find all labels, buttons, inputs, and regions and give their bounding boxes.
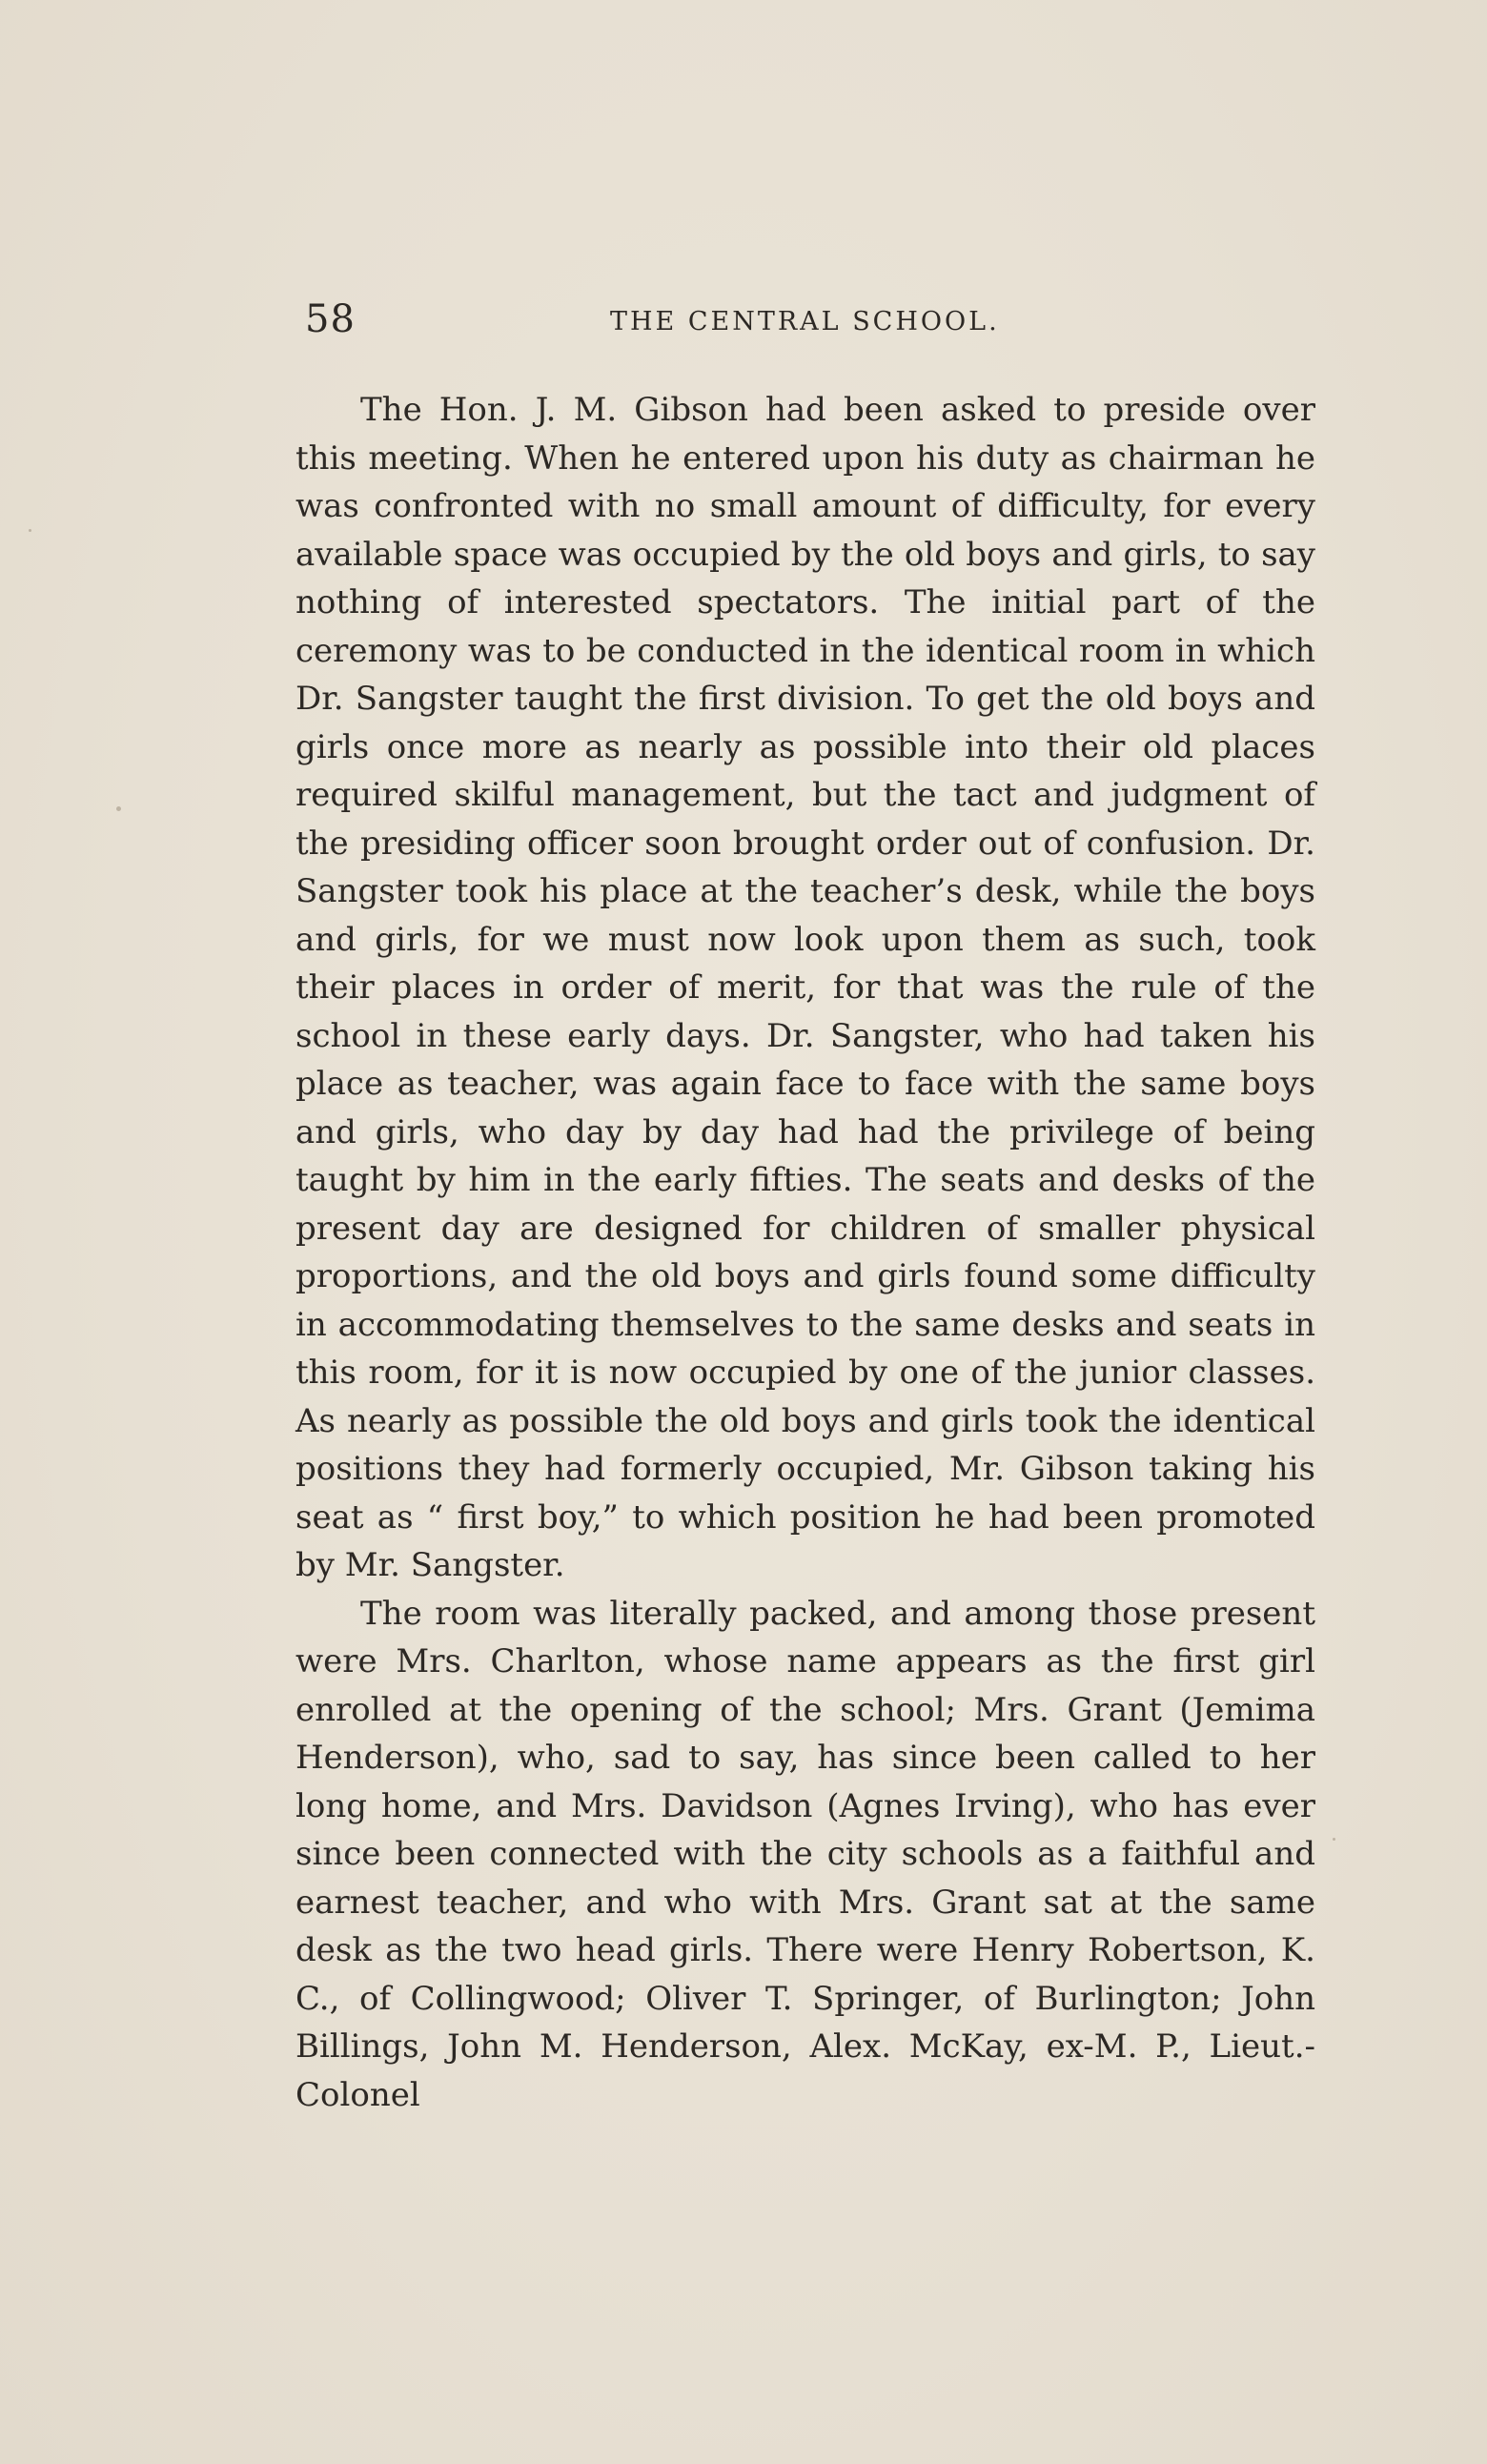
paper-speck [29, 529, 31, 532]
paper-speck [116, 806, 121, 811]
body-text [295, 386, 1315, 2119]
page-header [305, 297, 1315, 355]
paragraph: The room was literally packed, and among those present were Mrs. Charlton, whose name appears as the first girl enrolled at the opening of the school; Mrs. Grant (Jemima Henderson), who, sad to say, has since been called to her long home, and Mrs. Davidson (Agnes Irving), who has ever since been connected with the city schools as a faithful and earnest teacher, and who with Mrs. Grant sat at the same desk as the two head girls. There were Henry Robertson, K. C., of Collingwood; Oliver T. Springer, of Burlington; John Billings, John M. Henderson, Alex. McKay, ex-M. P., Lieut.-Colonel [295, 1594, 1315, 2114]
running-title: THE CENTRAL SCHOOL. [610, 307, 1000, 336]
page-number: 58 [305, 297, 356, 341]
paper-speck [1333, 1838, 1335, 1841]
paragraph: The Hon. J. M. Gibson had been asked to preside over this meeting. When he entered upon his duty as chairman he was confronted with no small amount of difficulty, for every available space was occupied by the old boys and girls, to say nothing of interested spectators. The initial part of the ceremony was to be conducted in the identical room in which Dr. Sangster taught the first division. To get the old boys and girls once more as nearly as possible into their old places required skilful management, but the tact and judgment of the presiding officer soon brought order out of confusion. Dr. Sangster took his place at the teacher’s desk, while the boys and girls, for we must now look upon them as such, took their places in order of merit, for that was the rule of the school in these early days. Dr. Sangster, who had taken his place as teacher, was again face to face with the same boys and girls, who day by day had had the privilege of being taught by him in the early fifties. The seats and desks of the present day are designed for children of smaller physical proportions, and the old boys and girls found some difficulty in accommodating themselves to the same desks and seats in this room, for it is now occupied by one of the junior classes. As nearly as possible the old boys and girls took the identical positions they had formerly occupied, Mr. Gibson taking his seat as “ first boy,” to which position he had been promoted by Mr. Sangster. [295, 391, 1315, 1584]
